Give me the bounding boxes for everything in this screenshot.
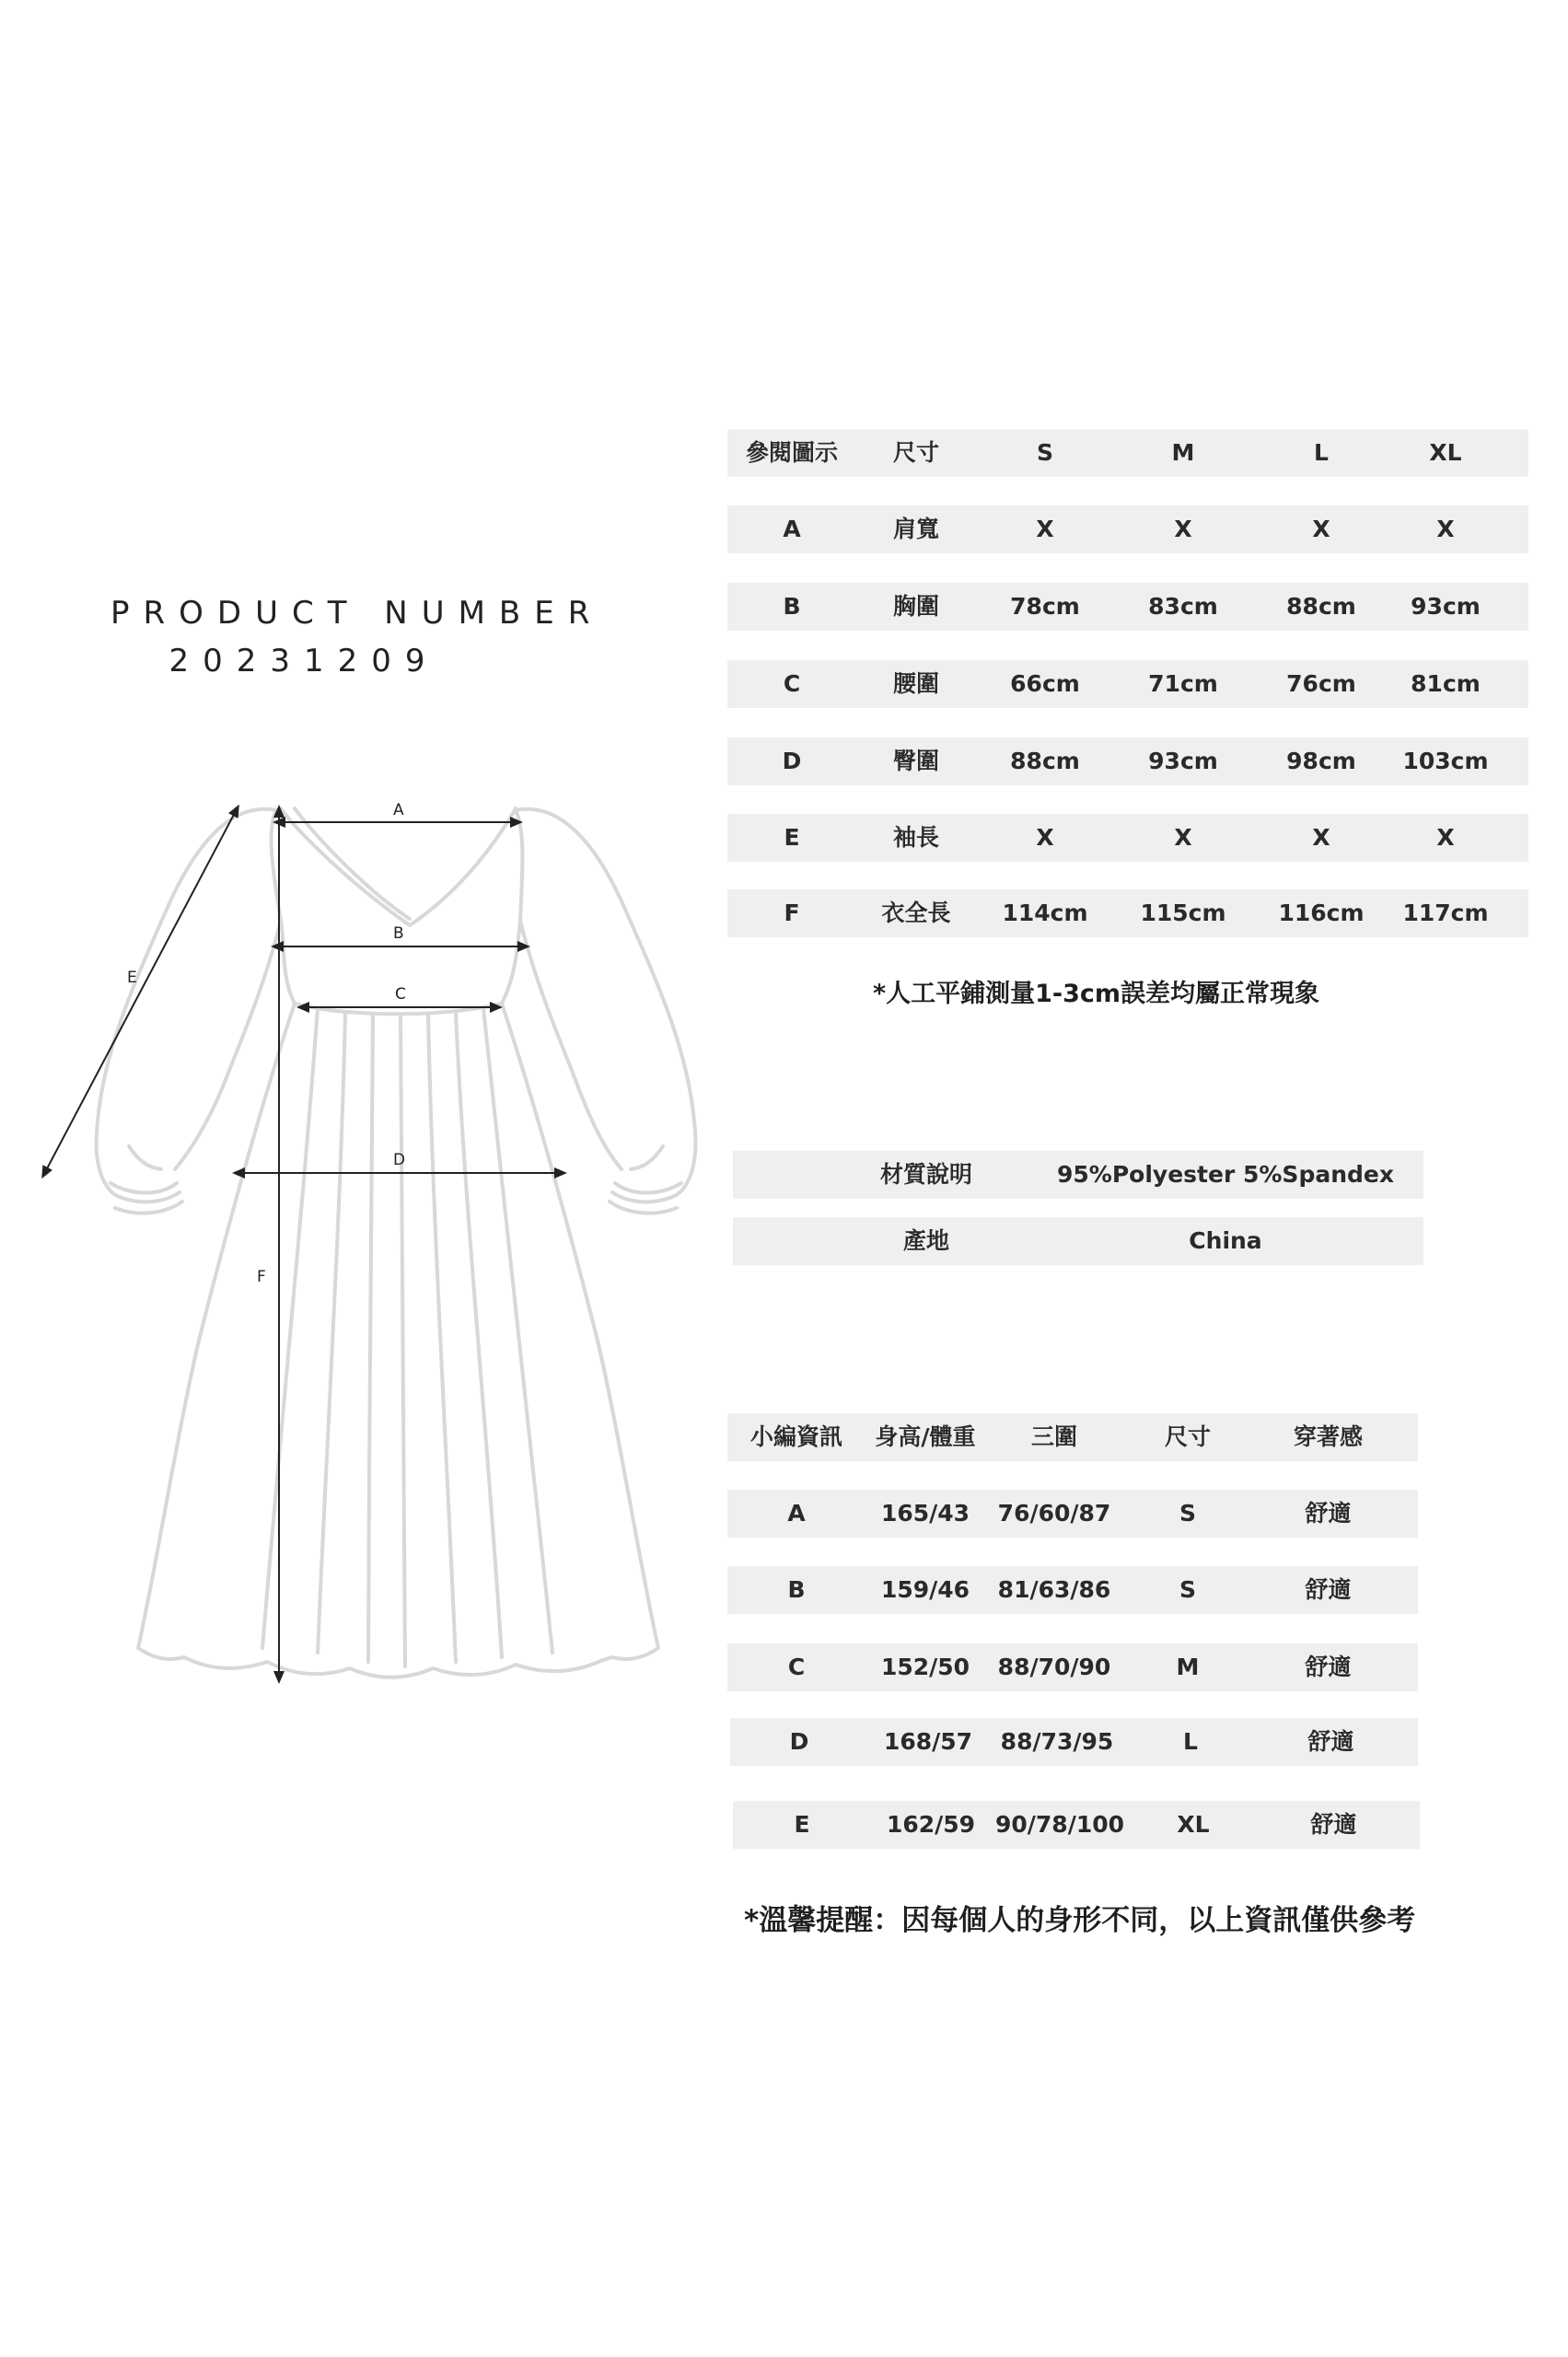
size-cell: D	[782, 748, 802, 774]
model-cell: 168/57	[883, 1728, 973, 1755]
size-cell: 103cm	[1402, 748, 1489, 774]
model-header-cell: 尺寸	[1164, 1423, 1211, 1450]
size-table-row	[727, 505, 1528, 553]
size-cell: 臀圍	[892, 748, 939, 774]
material-value: 95%Polyester 5%Spandex	[1057, 1161, 1394, 1188]
size-table-row	[727, 660, 1528, 708]
model-cell: XL	[1177, 1811, 1210, 1838]
size-cell: X	[1312, 824, 1330, 851]
model-cell: 90/78/100	[994, 1811, 1125, 1838]
size-cell: 88cm	[1286, 593, 1356, 620]
measurement-lines	[44, 809, 562, 1678]
model-header-cell: 身高/體重	[875, 1423, 976, 1450]
model-cell: L	[1183, 1728, 1198, 1755]
size-cell: 116cm	[1278, 900, 1365, 926]
model-cell: 88/73/95	[1000, 1728, 1114, 1755]
size-cell: 胸圍	[892, 593, 939, 620]
size-cell: 83cm	[1148, 593, 1218, 620]
size-cell: 76cm	[1286, 670, 1356, 697]
size-cell: 115cm	[1140, 900, 1226, 926]
model-cell: 舒適	[1305, 1500, 1352, 1527]
size-cell: 肩寬	[892, 516, 939, 542]
size-cell: 81cm	[1411, 670, 1481, 697]
model-table-row	[727, 1490, 1418, 1538]
measurement-note: *人工平鋪測量1-3cm誤差均屬正常現象	[873, 980, 1320, 1008]
model-cell: 152/50	[880, 1654, 970, 1680]
size-cell: 腰圍	[892, 670, 939, 697]
product-number-label: PRODUCT NUMBER	[110, 595, 604, 632]
model-cell: A	[787, 1500, 806, 1527]
size-cell: 93cm	[1148, 748, 1218, 774]
size-cell: 98cm	[1286, 748, 1356, 774]
product-number-value: 20231209	[168, 643, 439, 679]
size-cell: X	[1174, 824, 1192, 851]
size-table-row	[727, 583, 1528, 631]
size-cell: A	[783, 516, 801, 542]
model-cell: 162/59	[886, 1811, 976, 1838]
model-header-cell: 小編資訊	[749, 1423, 842, 1450]
model-cell: 舒適	[1305, 1576, 1352, 1603]
model-cell: C	[787, 1654, 806, 1680]
model-table-row	[727, 1643, 1418, 1691]
model-cell: 舒適	[1310, 1811, 1357, 1838]
origin-label: 產地	[902, 1227, 949, 1254]
size-table-header	[727, 429, 1528, 477]
diagram-label-f: F	[257, 1268, 266, 1286]
product-number-block	[110, 589, 604, 685]
origin-row	[733, 1217, 1423, 1265]
diagram-label-b: B	[393, 924, 404, 943]
diagram-label-d: D	[393, 1151, 406, 1169]
model-cell: B	[787, 1576, 806, 1603]
model-cell: D	[789, 1728, 809, 1755]
size-cell: 93cm	[1411, 593, 1481, 620]
size-table-row	[727, 737, 1528, 785]
origin-value: China	[1189, 1227, 1262, 1254]
model-cell: 舒適	[1305, 1654, 1352, 1680]
size-cell: X	[1036, 824, 1054, 851]
diagram-label-a: A	[393, 801, 404, 819]
size-header-cell: M	[1171, 439, 1195, 466]
size-cell: X	[1174, 516, 1192, 542]
size-cell: 88cm	[1010, 748, 1080, 774]
model-table-row	[733, 1801, 1420, 1849]
material-label: 材質說明	[879, 1161, 972, 1188]
size-cell: 71cm	[1148, 670, 1218, 697]
model-cell: 舒適	[1307, 1728, 1354, 1755]
size-cell: F	[784, 900, 800, 926]
model-cell: 76/60/87	[997, 1500, 1111, 1527]
size-header-cell: S	[1036, 439, 1053, 466]
model-cell: 165/43	[880, 1500, 970, 1527]
dress-measurement-diagram	[0, 773, 718, 1713]
size-header-cell: L	[1314, 439, 1329, 466]
model-cell: M	[1176, 1654, 1200, 1680]
model-table-row	[727, 1566, 1418, 1614]
size-cell: X	[1036, 516, 1054, 542]
model-cell: E	[794, 1811, 810, 1838]
model-cell: 81/63/86	[997, 1576, 1111, 1603]
model-header-cell: 穿著感	[1293, 1423, 1363, 1450]
size-cell: 117cm	[1402, 900, 1489, 926]
size-cell: X	[1312, 516, 1330, 542]
size-cell: 袖長	[892, 824, 939, 851]
size-cell: X	[1436, 824, 1455, 851]
material-row	[733, 1151, 1423, 1199]
size-table-row	[727, 889, 1528, 937]
size-cell: 114cm	[1002, 900, 1088, 926]
size-cell: E	[784, 824, 800, 851]
size-cell: X	[1436, 516, 1455, 542]
diagram-label-c: C	[395, 985, 406, 1004]
model-header-cell: 三圍	[1030, 1423, 1077, 1450]
model-cell: 88/70/90	[997, 1654, 1111, 1680]
size-header-cell: 尺寸	[892, 439, 939, 466]
size-cell: 66cm	[1010, 670, 1080, 697]
size-cell: 78cm	[1010, 593, 1080, 620]
model-cell: S	[1179, 1500, 1196, 1527]
model-table-row	[730, 1718, 1418, 1766]
size-cell: C	[783, 670, 801, 697]
model-cell: 159/46	[880, 1576, 970, 1603]
size-header-cell: XL	[1429, 439, 1462, 466]
diagram-label-e: E	[127, 969, 137, 987]
size-header-cell: 參閱圖示	[745, 439, 838, 466]
size-table-row	[727, 814, 1528, 862]
reminder-note: *溫馨提醒：因每個人的身形不同，以上資訊僅供參考	[744, 1904, 1416, 1937]
model-table-header	[727, 1413, 1418, 1461]
size-cell: B	[783, 593, 801, 620]
model-cell: S	[1179, 1576, 1196, 1603]
size-cell: 衣全長	[881, 900, 951, 926]
